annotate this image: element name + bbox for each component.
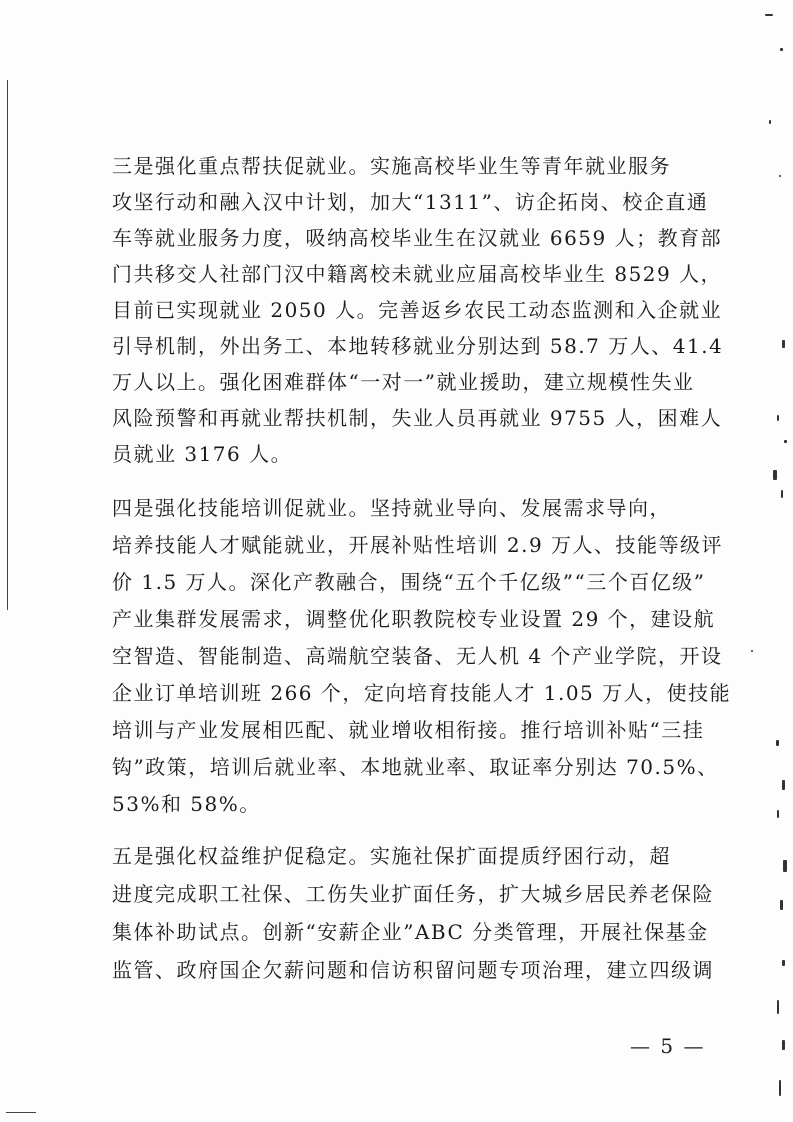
paragraph-3-line: 门共移交人社部门汉中籍离校未就业应届高校毕业生 8529 人，: [112, 262, 723, 286]
paragraph-3-line: 目前已实现就业 2050 人。完善返乡农民工动态监测和入企就业: [112, 298, 723, 322]
paragraph-5-line: 集体补助试点。创新“安薪企业”ABC 分类管理，开展社保基金: [112, 920, 709, 944]
paragraph-3-line: 万人以上。强化困难群体“一对一”就业援助，建立规模性失业: [112, 370, 695, 394]
paragraph-3-line: 攻坚行动和融入汉中计划，加大“1311”、访企拓岗、校企直通: [112, 190, 709, 214]
paragraph-3-line: 员就业 3176 人。: [112, 442, 293, 466]
page-number: — 5 —: [630, 1034, 706, 1058]
paragraph-4-line: 53%和 58%。: [112, 792, 261, 816]
paragraph-4-line: 企业订单培训班 266 个，定向培育技能人才 1.05 万人，使技能: [112, 681, 732, 705]
paragraph-3-line: 风险预警和再就业帮扶机制，失业人员再就业 9755 人，困难人: [112, 406, 723, 430]
paragraph-5-line: 监管、政府国企欠薪问题和信访积留问题专项治理，建立四级调: [112, 958, 714, 982]
paragraph-3-line: 引导机制，外出务工、本地转移就业分别达到 58.7 万人、41.4: [112, 334, 724, 358]
paragraph-4-line: 钩”政策，培训后就业率、本地就业率、取证率分别达 70.5%、: [112, 755, 719, 779]
paragraph-4-line: 空智造、智能制造、高端航空装备、无人机 4 个产业学院，开设: [112, 644, 723, 668]
paragraph-5-line: 进度完成职工社保、工伤失业扩面任务，扩大城乡居民养老保险: [112, 882, 714, 906]
paragraph-3-line: 车等就业服务力度，吸纳高校毕业生在汉就业 6659 人；教育部: [112, 226, 723, 250]
paragraph-5-line: 五是强化权益维护促稳定。实施社保扩面提质纾困行动，超: [112, 844, 671, 868]
paragraph-4-line: 产业集群发展需求，调整优化职教院校专业设置 29 个，建设航: [112, 607, 716, 631]
paragraph-4-line: 四是强化技能培训促就业。坚持就业导向、发展需求导向，: [112, 496, 671, 520]
paragraph-3-line: 三是强化重点帮扶促就业。实施高校毕业生等青年就业服务: [112, 154, 671, 178]
paragraph-4-line: 价 1.5 万人。深化产教融合，围绕“五个千亿级”“三个百亿级”: [112, 570, 706, 594]
paragraph-4-line: 培养技能人才赋能就业，开展补贴性培训 2.9 万人、技能等级评: [112, 533, 724, 557]
paragraph-4-line: 培训与产业发展相匹配、就业增收相衔接。推行培训补贴“三挂: [112, 718, 705, 742]
